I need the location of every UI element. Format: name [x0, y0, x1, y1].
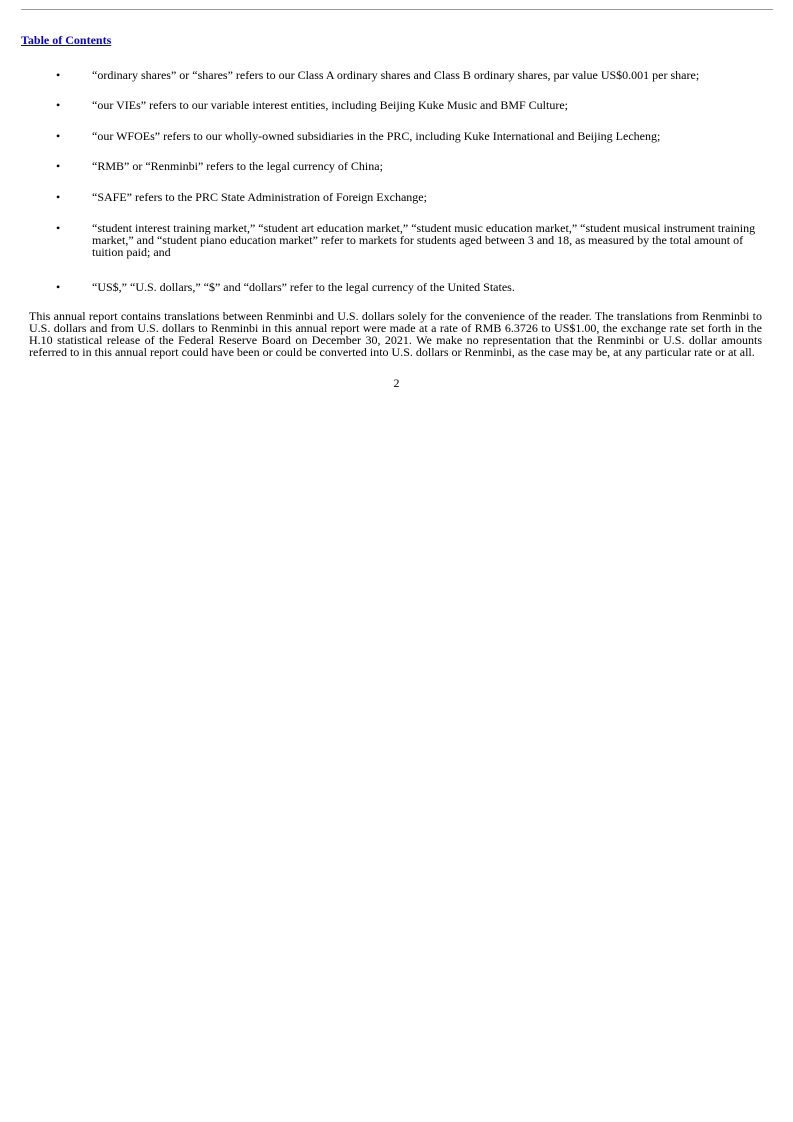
list-item-text: “SAFE” refers to the PRC State Administration of Foreign Exchange; [92, 190, 427, 204]
bullet-icon: • [56, 190, 61, 204]
page-number: 2 [393, 376, 400, 390]
list-item-text: “our VIEs” refers to our variable interest entities, including Beijing Kuke Music and BMF Culture; [92, 98, 569, 112]
table-of-contents-link[interactable]: Table of Contents [21, 33, 112, 47]
bullet-icon: • [56, 98, 61, 112]
bullet-icon: • [56, 68, 61, 82]
list-item-text: “ordinary shares” or “shares” refers to our Class A ordinary shares and Class B ordinary shares, par value US$0.001 per share; [92, 68, 700, 82]
bullet-icon: • [56, 221, 61, 235]
currency-translation-paragraph: This annual report contains translations between Renminbi and U.S. dollars solely for the convenience of the reader. The translations from Renminbi to U.S. dollars and from U.S. dollars to Renminbi in this annual report were made at a rate of RMB 6.3726 to US$1.00, the exchange rate set forth in the H.10 statistical release of the Federal Reserve Board on December 30, 2021. We make no representation that the Renminbi or U.S. dollar amounts referred to in this annual report could have been or could be converted into U.S. dollars or Renminbi, as the case may be, at any particular rate or at all. [29, 309, 762, 359]
list-item-text: “RMB” or “Renminbi” refers to the legal currency of China; [92, 159, 383, 173]
list-item-text: “our WFOEs” refers to our wholly-owned subsidiaries in the PRC, including Kuke International and Beijing Lecheng; [92, 129, 661, 143]
list-item-text: “student interest training market,” “student art education market,” “student music education market,” “student musical instrument training market,” and “student piano education market” refer to markets for students aged between 3 and 18, as measured by the total amount of tuition paid; and [92, 221, 756, 259]
bullet-icon: • [56, 280, 61, 294]
list-item-text: “US$,” “U.S. dollars,” “$” and “dollars” refer to the legal currency of the United States. [92, 280, 515, 294]
header-rule [21, 9, 773, 10]
bullet-icon: • [56, 159, 61, 173]
bullet-icon: • [56, 129, 61, 143]
